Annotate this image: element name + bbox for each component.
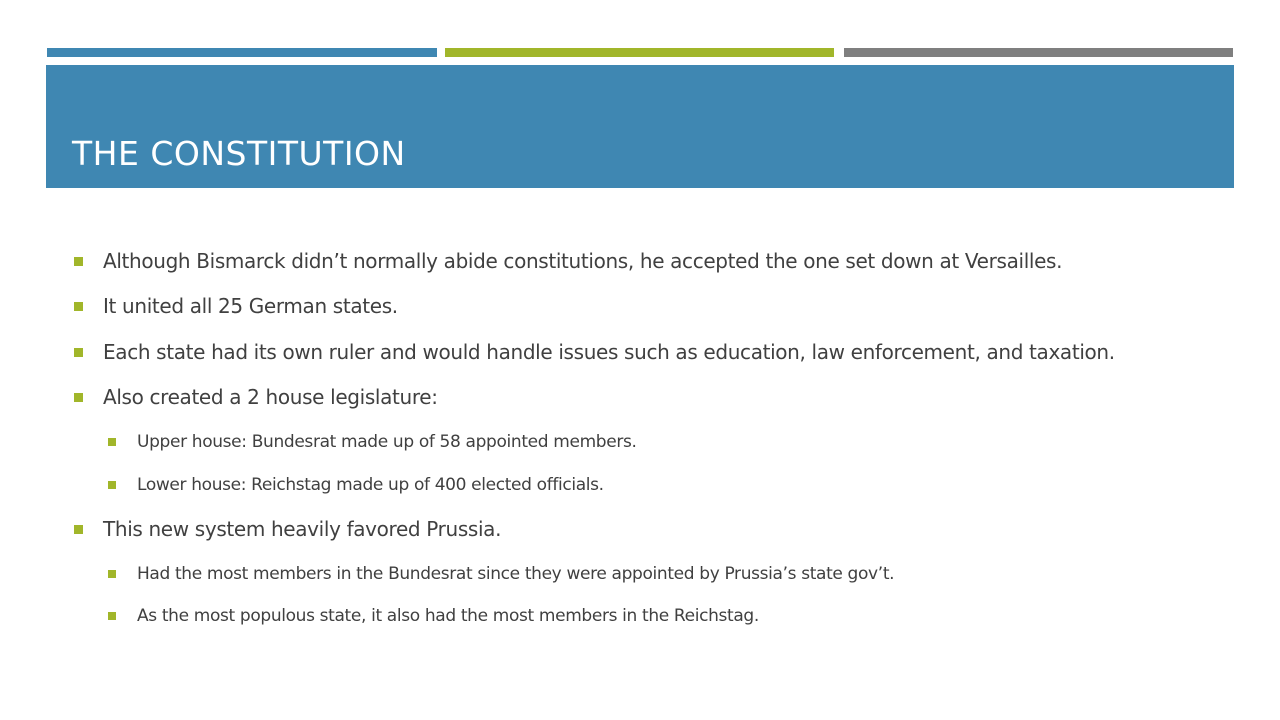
sub-bullet-item [108, 603, 759, 629]
bullet-item [74, 246, 1062, 276]
square-bullet-icon [74, 393, 83, 402]
bullet-text: Although Bismarck didn’t normally abide constitutions, he accepted the one set down at Versailles. [103, 249, 1063, 273]
sub-bullet-item [108, 472, 604, 498]
square-bullet-icon [108, 438, 116, 446]
bullet-text: Had the most members in the Bundesrat since they were appointed by Prussia’s state gov’t. [137, 564, 895, 584]
bullet-text: Also created a 2 house legislature: [103, 385, 438, 409]
bullet-item [74, 291, 398, 321]
square-bullet-icon [108, 481, 116, 489]
sub-bullet-item [108, 429, 637, 455]
bullet-item [74, 337, 1115, 367]
bullet-text: Lower house: Reichstag made up of 400 elected officials. [137, 475, 604, 495]
square-bullet-icon [74, 257, 83, 266]
bullet-item [74, 382, 438, 412]
sub-bullet-item [108, 561, 894, 587]
bullet-text: It united all 25 German states. [103, 294, 398, 318]
bullet-text: As the most populous state, it also had the most members in the Reichstag. [137, 606, 759, 626]
square-bullet-icon [74, 348, 83, 357]
square-bullet-icon [108, 612, 116, 620]
bullet-text: Each state had its own ruler and would handle issues such as education, law enforcement, and taxation. [103, 340, 1115, 364]
slide-title: THE CONSTITUTION [72, 134, 406, 173]
bullet-text: Upper house: Bundesrat made up of 58 appointed members. [137, 432, 637, 452]
square-bullet-icon [108, 570, 116, 578]
square-bullet-icon [74, 525, 83, 534]
bullet-text: This new system heavily favored Prussia. [103, 517, 502, 541]
bullet-item [74, 514, 501, 544]
square-bullet-icon [74, 302, 83, 311]
